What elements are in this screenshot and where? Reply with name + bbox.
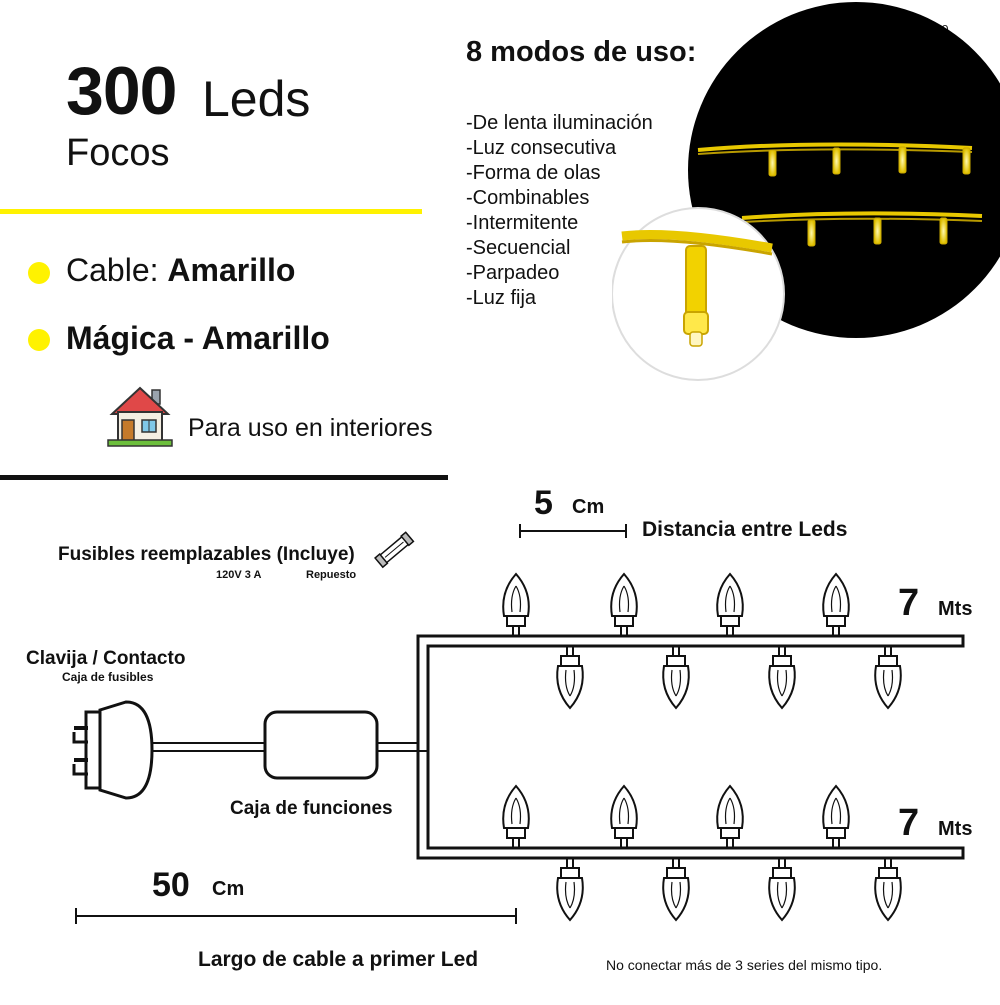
mode-item: -Parpadeo (466, 262, 560, 284)
mode-item: -Combinables (466, 187, 590, 209)
plug-title: Clavija / Contacto (26, 648, 186, 669)
warning-note: No conectar más de 3 series del mismo tipo. (606, 957, 883, 973)
led-unit: Leds (202, 71, 311, 127)
led-bulb-icon (663, 646, 689, 708)
led-count: 300 (66, 53, 177, 129)
cable-value: Amarillo (167, 252, 296, 288)
spacing-value: 5 (534, 484, 553, 522)
led-bulb-icon (663, 858, 689, 920)
mode-item: -De lenta iluminación (466, 112, 653, 134)
led-bulb-icon (557, 858, 583, 920)
led-bulb-icon (769, 858, 795, 920)
mode-item: -Intermitente (466, 212, 579, 234)
lead-label: Largo de cable a primer Led (198, 948, 479, 971)
plug-subtitle: Caja de fusibles (62, 670, 154, 684)
fuse-icon (375, 532, 413, 567)
controller-box (265, 712, 377, 778)
mode-item: -Luz fija (466, 287, 537, 309)
plug-icon (74, 702, 152, 798)
mode-item: -Forma de olas (466, 162, 601, 184)
led-bulb-icon (611, 786, 637, 848)
yellow-divider (0, 209, 422, 214)
lead-length: 50 (152, 866, 190, 904)
product-subtitle: Focos (66, 132, 170, 174)
fuses-rating: 120V 3 A (216, 569, 262, 581)
branch1-unit: Mts (938, 598, 973, 620)
spacing-label: Distancia entre Leds (642, 518, 848, 541)
cable-spec (66, 252, 295, 289)
yellow-bullet-icon (28, 262, 50, 284)
modes-title: 8 modos de uso: (466, 36, 697, 68)
mode-item: -Secuencial (466, 237, 571, 259)
led-bulb-icon (611, 574, 637, 636)
led-bulb-icon (557, 646, 583, 708)
branch1-length: 7 (898, 582, 920, 624)
fuses-title: Fusibles reemplazables (Incluye) (58, 544, 355, 565)
product-photo (612, 0, 1000, 400)
led-bulb-icon (823, 574, 849, 636)
led-bulb-icon (875, 858, 901, 920)
yellow-bullet-icon (28, 329, 50, 351)
spacing-unit: Cm (572, 496, 605, 518)
led-bulb-icon (717, 786, 743, 848)
cable-label: Cable: (66, 252, 159, 288)
fuses-spare: Repuesto (306, 569, 357, 581)
house-icon (106, 384, 174, 450)
led-bulb-icon (823, 786, 849, 848)
lead-unit: Cm (212, 878, 245, 900)
led-bulb-icon (503, 574, 529, 636)
branch2-unit: Mts (938, 818, 973, 840)
led-bulb-icon (717, 574, 743, 636)
led-bulb-icon (503, 786, 529, 848)
controller-label: Caja de funciones (230, 798, 393, 819)
led-bulb-icon (875, 646, 901, 708)
branch2-length: 7 (898, 802, 920, 844)
led-bulb-icon (769, 646, 795, 708)
magic-spec: Mágica - Amarillo (66, 320, 330, 356)
indoor-usage-text: Para uso en interiores (188, 414, 433, 442)
mode-item: -Luz consecutiva (466, 137, 617, 159)
